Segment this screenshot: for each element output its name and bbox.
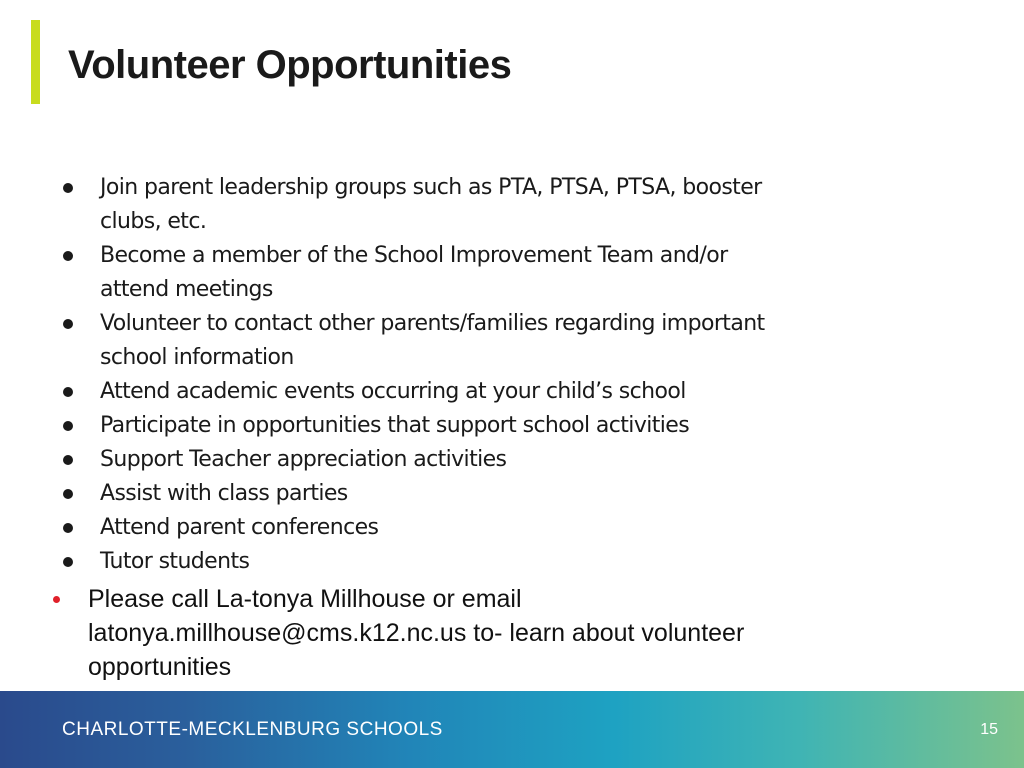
list-item-text: Assist with class parties bbox=[100, 481, 348, 506]
footer-bar bbox=[0, 691, 1024, 768]
bullet-icon bbox=[63, 319, 73, 329]
list-item-text: Support Teacher appreciation activities bbox=[100, 447, 507, 472]
list-item bbox=[0, 545, 880, 579]
contact-note-line: Please call La-tonya Millhouse or email bbox=[88, 585, 522, 613]
list-item-text-continued: attend meetings bbox=[100, 277, 273, 302]
list-item-text: Attend parent conferences bbox=[100, 515, 379, 540]
list-item-text: Participate in opportunities that support school activities bbox=[100, 413, 690, 438]
red-bullet-icon bbox=[53, 596, 60, 603]
list-item bbox=[0, 375, 880, 409]
contact-note-line-end: opportunities bbox=[88, 653, 232, 681]
bullet-icon bbox=[63, 489, 73, 499]
list-item bbox=[0, 307, 880, 375]
bullet-icon bbox=[63, 251, 73, 261]
list-item-text: Volunteer to contact other parents/families regarding important bbox=[100, 311, 765, 336]
list-item-text: Attend academic events occurring at your child’s school bbox=[100, 379, 686, 404]
list-item bbox=[0, 409, 880, 443]
list-item-text-continued: clubs, etc. bbox=[100, 209, 207, 234]
bullet-icon bbox=[63, 421, 73, 431]
list-item bbox=[0, 477, 880, 511]
bullet-icon bbox=[63, 557, 73, 567]
list-item-text: Join parent leadership groups such as PTA, PTSA, PTSA, booster bbox=[100, 175, 762, 200]
list-item bbox=[0, 171, 880, 239]
contact-note bbox=[88, 582, 888, 684]
bullet-icon bbox=[63, 183, 73, 193]
bullet-icon bbox=[63, 455, 73, 465]
page-number: 15 bbox=[980, 721, 998, 738]
contact-email-line: latonya.millhouse@cms.k12.nc.us to- learn about volunteer bbox=[88, 619, 745, 647]
list-item-text-continued: school information bbox=[100, 345, 294, 370]
list-item bbox=[0, 511, 880, 545]
bullet-icon bbox=[63, 523, 73, 533]
volunteer-list bbox=[0, 171, 880, 579]
list-item-text: Become a member of the School Improvement Team and/or bbox=[100, 243, 728, 268]
list-item bbox=[0, 443, 880, 477]
bullet-icon bbox=[63, 387, 73, 397]
organization-name: CHARLOTTE-MECKLENBURG SCHOOLS bbox=[62, 719, 443, 740]
title-accent-bar bbox=[31, 20, 40, 104]
list-item bbox=[0, 239, 880, 307]
list-item-text: Tutor students bbox=[100, 549, 250, 574]
slide-title: Volunteer Opportunities bbox=[68, 43, 512, 87]
